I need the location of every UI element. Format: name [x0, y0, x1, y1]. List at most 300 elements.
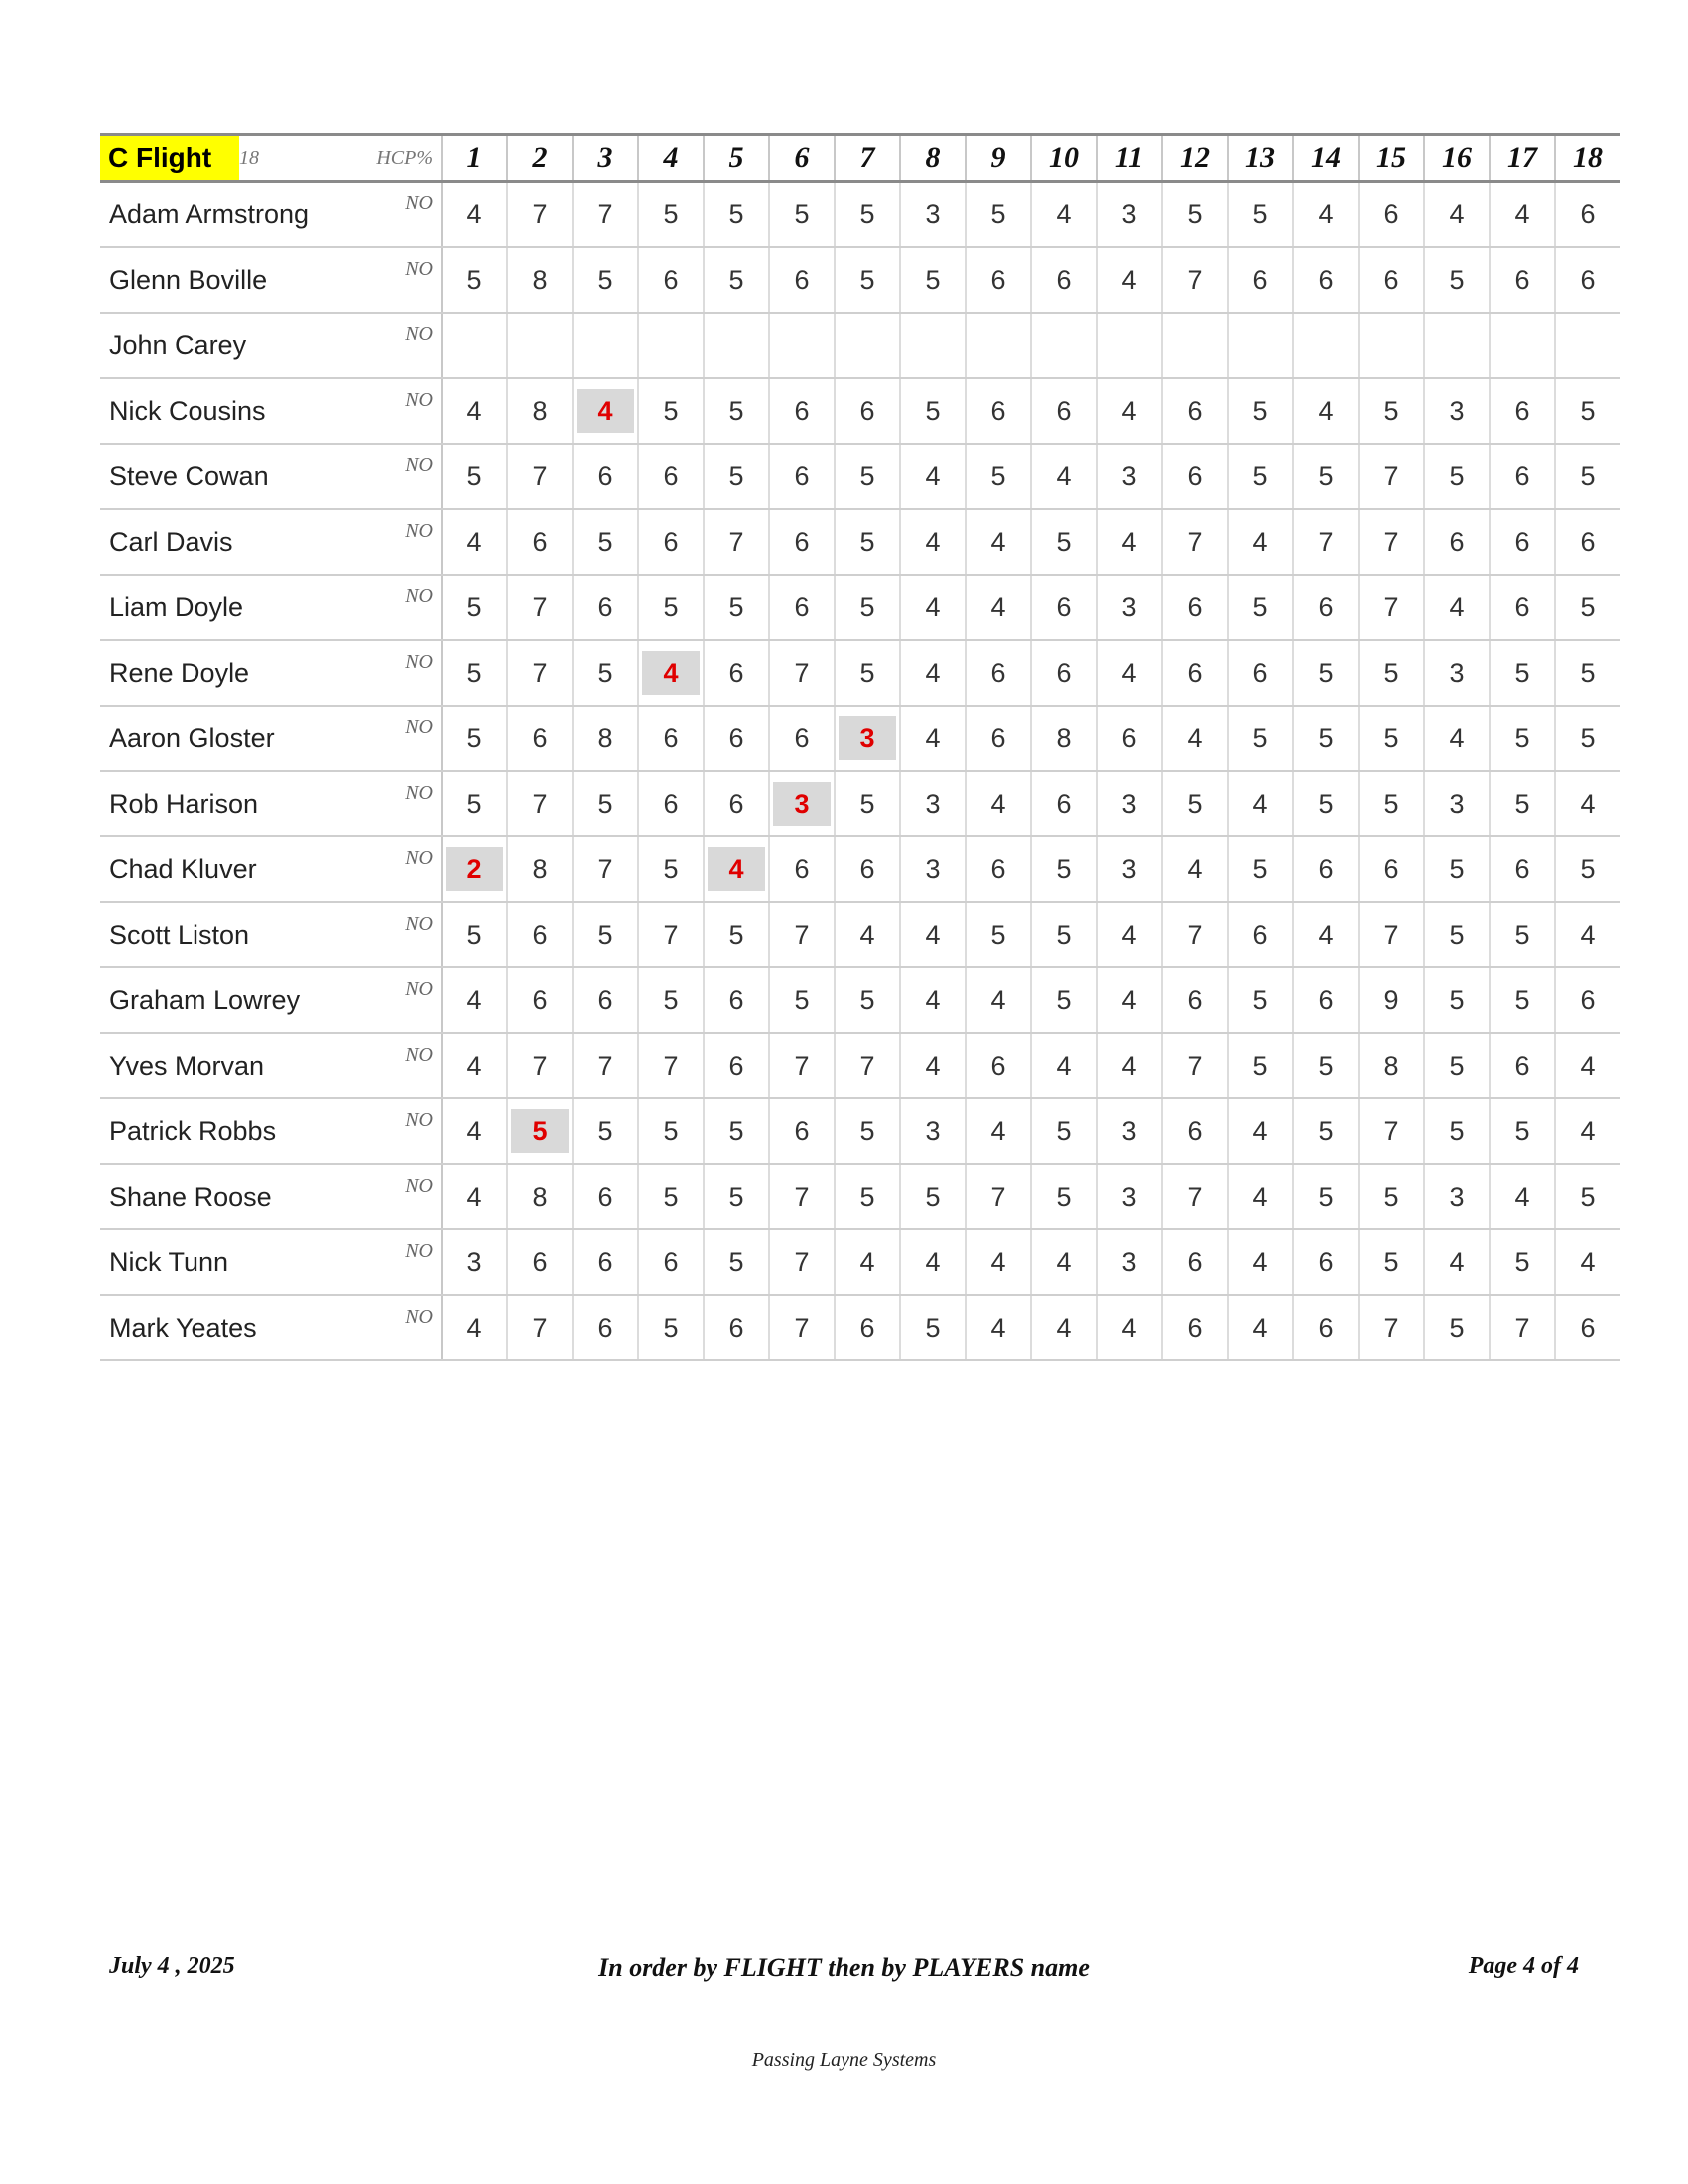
score-cell: 4: [1555, 1229, 1620, 1295]
score-cell: 5: [442, 902, 507, 967]
score-cell: 7: [638, 1033, 704, 1098]
score-cell: 5: [1293, 640, 1359, 706]
score-cell: 6: [704, 967, 769, 1033]
score-cell: 4: [1555, 1098, 1620, 1164]
score-cell: 6: [1293, 1295, 1359, 1360]
score-cell: 4: [966, 967, 1031, 1033]
footer-page-number: Page 4 of 4: [1468, 1953, 1579, 1979]
score-cell: 5: [835, 640, 900, 706]
player-name: Steve Cowan: [100, 444, 319, 509]
score-cell: 7: [769, 1229, 835, 1295]
score-cell: 7: [704, 509, 769, 575]
score-cell: 7: [1162, 509, 1228, 575]
score-cell: 4: [1424, 706, 1490, 771]
score-cell: 5: [704, 247, 769, 313]
score-cell: 5: [1228, 836, 1293, 902]
score-cell: 7: [1359, 1098, 1424, 1164]
score-cell: 6: [704, 1295, 769, 1360]
player-name: Glenn Boville: [100, 247, 319, 313]
score-cell: 5: [1359, 640, 1424, 706]
table-row: [100, 182, 1620, 248]
score-cell: 7: [966, 1164, 1031, 1229]
hole-header: 7: [835, 135, 900, 182]
score-cell: 4: [1097, 640, 1162, 706]
footer-company: Passing Layne Systems: [751, 2049, 937, 2071]
score-cell: 4: [1162, 706, 1228, 771]
score-cell: 5: [704, 1098, 769, 1164]
score-cell: 5: [1228, 378, 1293, 444]
score-cell: 4: [442, 378, 507, 444]
score-cell: 4: [900, 967, 966, 1033]
score-cell: 4: [900, 509, 966, 575]
score-cell: 6: [1555, 182, 1620, 248]
header-row: [100, 135, 1620, 182]
score-cell: 5: [1359, 771, 1424, 836]
score-cell: 7: [573, 836, 638, 902]
score-cell: 5: [638, 836, 704, 902]
score-cell: 5: [1359, 1164, 1424, 1229]
score-cell: 5: [1162, 771, 1228, 836]
score-cell: 5: [1228, 575, 1293, 640]
score-cell: 7: [507, 640, 573, 706]
score-cell: 5: [1293, 1033, 1359, 1098]
hole-header: 17: [1490, 135, 1555, 182]
score-cell: 5: [1359, 706, 1424, 771]
score-cell: [704, 313, 769, 378]
score-cell: 6: [966, 640, 1031, 706]
hcp-value: 18: [239, 135, 319, 182]
score-cell: 5: [1359, 1229, 1424, 1295]
score-cell: 6: [638, 247, 704, 313]
score-cell: 8: [1359, 1033, 1424, 1098]
score-cell: 8: [507, 378, 573, 444]
score-cell: [638, 313, 704, 378]
score-cell: 5: [1228, 1033, 1293, 1098]
score-cell: 6: [1031, 771, 1097, 836]
score-cell: 6: [1162, 575, 1228, 640]
score-cell: 6: [966, 247, 1031, 313]
score-cell: 5: [1424, 247, 1490, 313]
score-cell: 8: [507, 1164, 573, 1229]
highlighted-score-cell: [835, 706, 900, 771]
score-cell: 4: [442, 1033, 507, 1098]
player-hcp: NO: [319, 182, 442, 248]
player-name: Graham Lowrey: [100, 967, 319, 1033]
score-cell: 6: [769, 444, 835, 509]
score-cell: 7: [507, 575, 573, 640]
score-cell: [966, 313, 1031, 378]
score-cell: [1162, 313, 1228, 378]
score-cell: 3: [442, 1229, 507, 1295]
score-cell: 5: [1031, 509, 1097, 575]
score-cell: 7: [573, 182, 638, 248]
score-cell: 6: [638, 771, 704, 836]
score-cell: 7: [507, 182, 573, 248]
table-row: [100, 313, 1620, 378]
score-cell: 5: [1555, 444, 1620, 509]
score-cell: 5: [1031, 1164, 1097, 1229]
score-cell: 6: [1490, 247, 1555, 313]
table-row: [100, 640, 1620, 706]
score-cell: 6: [966, 836, 1031, 902]
score-cell: 4: [1555, 1033, 1620, 1098]
score-cell: 5: [1293, 771, 1359, 836]
score-cell: 7: [1359, 902, 1424, 967]
score-cell: 5: [835, 1098, 900, 1164]
score-cell: 7: [769, 902, 835, 967]
score-cell: 6: [1359, 836, 1424, 902]
player-name: Carl Davis: [100, 509, 319, 575]
score-table: [100, 133, 1620, 1361]
score-cell: 6: [1490, 509, 1555, 575]
score-cell: 8: [507, 247, 573, 313]
score-cell: 5: [835, 771, 900, 836]
score-cell: 3: [1097, 1098, 1162, 1164]
score-cell: 6: [966, 1033, 1031, 1098]
table-row: [100, 444, 1620, 509]
highlighted-score-cell: [573, 378, 638, 444]
score-cell: 6: [835, 378, 900, 444]
score-cell: 3: [1097, 1164, 1162, 1229]
score-cell: 5: [704, 902, 769, 967]
player-name: Liam Doyle: [100, 575, 319, 640]
hole-header: 6: [769, 135, 835, 182]
score-cell: 5: [835, 575, 900, 640]
score-cell: [573, 313, 638, 378]
player-name: Aaron Gloster: [100, 706, 319, 771]
score-cell: 4: [900, 706, 966, 771]
score-cell: 6: [1293, 575, 1359, 640]
score-cell: 6: [769, 247, 835, 313]
score-cell: 4: [1555, 902, 1620, 967]
score-cell: 4: [1228, 1164, 1293, 1229]
score-cell: 4: [1162, 836, 1228, 902]
score-cell: 6: [1031, 575, 1097, 640]
table-row: [100, 575, 1620, 640]
score-cell: 4: [900, 444, 966, 509]
player-name: Chad Kluver: [100, 836, 319, 902]
score-cell: 6: [1031, 378, 1097, 444]
score-cell: 5: [900, 1164, 966, 1229]
hole-header: 11: [1097, 135, 1162, 182]
score-cell: 5: [1293, 1164, 1359, 1229]
score-cell: 6: [1555, 247, 1620, 313]
score-cell: 7: [1162, 1164, 1228, 1229]
score-cell: 4: [1424, 182, 1490, 248]
score-cell: 4: [442, 182, 507, 248]
score-cell: 5: [900, 1295, 966, 1360]
score-cell: 5: [835, 1164, 900, 1229]
score-cell: 6: [1031, 640, 1097, 706]
player-name: Shane Roose: [100, 1164, 319, 1229]
hcp-label: HCP%: [319, 135, 442, 182]
score-cell: 5: [573, 640, 638, 706]
score-cell: 5: [1424, 444, 1490, 509]
score-cell: 5: [835, 247, 900, 313]
score-cell: 7: [835, 1033, 900, 1098]
score-cell: 6: [1228, 247, 1293, 313]
table-row: [100, 706, 1620, 771]
score-cell: 7: [638, 902, 704, 967]
score-cell: 4: [1293, 902, 1359, 967]
score-cell: 4: [1031, 182, 1097, 248]
score-cell: 6: [573, 444, 638, 509]
player-name: Nick Cousins: [100, 378, 319, 444]
score-cell: 6: [573, 1229, 638, 1295]
score-cell: 4: [1490, 1164, 1555, 1229]
hole-header: 14: [1293, 135, 1359, 182]
score-cell: 5: [573, 902, 638, 967]
hole-header: 10: [1031, 135, 1097, 182]
score-cell: 7: [1359, 444, 1424, 509]
score-cell: 5: [1031, 902, 1097, 967]
score-cell: 6: [507, 902, 573, 967]
score-cell: 5: [573, 771, 638, 836]
score-cell: 4: [1097, 967, 1162, 1033]
hole-header: 4: [638, 135, 704, 182]
score-cell: 6: [1162, 444, 1228, 509]
score-cell: [1490, 313, 1555, 378]
score-cell: 4: [966, 509, 1031, 575]
hole-header: 15: [1359, 135, 1424, 182]
score-cell: 3: [900, 182, 966, 248]
score-body: [100, 182, 1620, 1361]
score-cell: 5: [573, 509, 638, 575]
score-cell: 7: [573, 1033, 638, 1098]
score-cell: 4: [1097, 378, 1162, 444]
hole-header: 16: [1424, 135, 1490, 182]
score-cell: 6: [1359, 247, 1424, 313]
footer-order-note: In order by FLIGHT then by PLAYERS name: [598, 1953, 1090, 1982]
score-cell: 4: [442, 1098, 507, 1164]
score-cell: 5: [900, 378, 966, 444]
score-cell: 6: [835, 836, 900, 902]
score-cell: 8: [1031, 706, 1097, 771]
score-cell: 3: [1097, 444, 1162, 509]
score-cell: 5: [1228, 182, 1293, 248]
hole-header: 18: [1555, 135, 1620, 182]
score-cell: 4: [442, 1164, 507, 1229]
score-cell: 5: [1555, 640, 1620, 706]
player-name: Mark Yeates: [100, 1295, 319, 1360]
player-name: Scott Liston: [100, 902, 319, 967]
score-cell: 6: [573, 1164, 638, 1229]
score-cell: 6: [1097, 706, 1162, 771]
score-cell: 5: [1228, 967, 1293, 1033]
score-cell: 3: [1424, 771, 1490, 836]
score-cell: 7: [1162, 1033, 1228, 1098]
score-cell: 6: [1228, 640, 1293, 706]
highlighted-score: 2: [446, 847, 503, 891]
score-cell: 5: [1424, 1098, 1490, 1164]
score-cell: 6: [1555, 967, 1620, 1033]
score-cell: 3: [1097, 771, 1162, 836]
score-cell: 6: [835, 1295, 900, 1360]
score-cell: 5: [704, 1164, 769, 1229]
score-cell: 4: [1097, 902, 1162, 967]
score-cell: 5: [900, 247, 966, 313]
score-cell: 4: [442, 967, 507, 1033]
score-cell: 5: [1490, 771, 1555, 836]
score-cell: 5: [1293, 1098, 1359, 1164]
score-cell: 3: [1424, 378, 1490, 444]
score-cell: 3: [900, 1098, 966, 1164]
score-cell: 5: [835, 967, 900, 1033]
table-row: [100, 771, 1620, 836]
score-cell: 6: [1555, 509, 1620, 575]
score-cell: 6: [507, 1229, 573, 1295]
table-row: [100, 836, 1620, 902]
score-cell: 5: [1228, 444, 1293, 509]
table-row: [100, 509, 1620, 575]
score-cell: 7: [507, 444, 573, 509]
score-cell: 4: [1228, 771, 1293, 836]
highlighted-score: 4: [577, 389, 634, 433]
highlighted-score: 4: [642, 651, 700, 695]
player-name: John Carey: [100, 313, 319, 378]
score-cell: 4: [1424, 575, 1490, 640]
score-cell: 5: [638, 1164, 704, 1229]
player-hcp: NO: [319, 771, 442, 836]
score-cell: 5: [442, 444, 507, 509]
score-cell: 5: [442, 640, 507, 706]
player-hcp: NO: [319, 1164, 442, 1229]
score-cell: 5: [1424, 1295, 1490, 1360]
hole-header: 5: [704, 135, 769, 182]
score-cell: 7: [1162, 902, 1228, 967]
score-cell: 7: [769, 1295, 835, 1360]
score-cell: 5: [1031, 836, 1097, 902]
score-cell: 5: [1490, 640, 1555, 706]
score-cell: 6: [1490, 378, 1555, 444]
score-cell: 3: [1097, 1229, 1162, 1295]
score-cell: 6: [1490, 575, 1555, 640]
highlighted-score: 4: [708, 847, 765, 891]
score-cell: [1359, 313, 1424, 378]
highlighted-score-cell: [769, 771, 835, 836]
score-cell: 4: [900, 575, 966, 640]
score-cell: 3: [1097, 182, 1162, 248]
player-hcp: NO: [319, 247, 442, 313]
player-hcp: NO: [319, 378, 442, 444]
score-cell: 6: [1490, 444, 1555, 509]
score-cell: 4: [1031, 1229, 1097, 1295]
score-cell: 6: [1162, 1295, 1228, 1360]
score-cell: [507, 313, 573, 378]
score-cell: 7: [1162, 247, 1228, 313]
score-cell: 6: [769, 378, 835, 444]
player-hcp: NO: [319, 1229, 442, 1295]
table-row: [100, 967, 1620, 1033]
hole-header: 3: [573, 135, 638, 182]
score-cell: 6: [1162, 967, 1228, 1033]
score-cell: 5: [442, 575, 507, 640]
score-cell: 5: [769, 182, 835, 248]
score-cell: 5: [1424, 836, 1490, 902]
score-cell: 5: [1490, 1229, 1555, 1295]
score-cell: 5: [1490, 706, 1555, 771]
score-cell: 6: [966, 378, 1031, 444]
score-cell: 5: [1031, 1098, 1097, 1164]
score-cell: 4: [1555, 771, 1620, 836]
score-cell: 6: [704, 706, 769, 771]
score-cell: 7: [1359, 1295, 1424, 1360]
highlighted-score: 5: [511, 1109, 569, 1153]
hole-header: 1: [442, 135, 507, 182]
score-cell: 4: [442, 509, 507, 575]
highlighted-score-cell: [507, 1098, 573, 1164]
score-cell: 6: [1293, 247, 1359, 313]
score-cell: 6: [1162, 378, 1228, 444]
score-cell: 6: [769, 575, 835, 640]
table-row: [100, 1164, 1620, 1229]
player-hcp: NO: [319, 967, 442, 1033]
score-cell: 5: [1228, 706, 1293, 771]
score-cell: 3: [1424, 1164, 1490, 1229]
score-cell: 4: [1293, 182, 1359, 248]
score-cell: [1097, 313, 1162, 378]
score-cell: 5: [704, 575, 769, 640]
score-cell: 5: [442, 706, 507, 771]
score-cell: 4: [1097, 509, 1162, 575]
score-cell: 4: [1097, 1295, 1162, 1360]
score-cell: 6: [638, 509, 704, 575]
score-cell: 5: [966, 182, 1031, 248]
player-hcp: NO: [319, 836, 442, 902]
score-cell: 7: [769, 1033, 835, 1098]
score-cell: 6: [704, 1033, 769, 1098]
highlighted-score: 3: [773, 782, 831, 826]
score-cell: 4: [966, 1295, 1031, 1360]
score-cell: 3: [1424, 640, 1490, 706]
player-hcp: NO: [319, 1033, 442, 1098]
score-cell: 4: [835, 902, 900, 967]
score-cell: 4: [835, 1229, 900, 1295]
score-cell: 5: [1359, 378, 1424, 444]
table-row: [100, 1229, 1620, 1295]
score-cell: 4: [1097, 247, 1162, 313]
player-name: Adam Armstrong: [100, 182, 319, 248]
score-cell: 4: [1031, 1033, 1097, 1098]
score-cell: 6: [573, 1295, 638, 1360]
score-cell: 6: [769, 509, 835, 575]
score-cell: 5: [1490, 1098, 1555, 1164]
player-name: Rene Doyle: [100, 640, 319, 706]
score-cell: 6: [1293, 836, 1359, 902]
score-cell: 6: [1359, 182, 1424, 248]
score-cell: 5: [1162, 182, 1228, 248]
score-cell: 4: [966, 575, 1031, 640]
player-name: Yves Morvan: [100, 1033, 319, 1098]
score-cell: [1424, 313, 1490, 378]
score-cell: [1031, 313, 1097, 378]
score-cell: 6: [507, 706, 573, 771]
flight-label-text: C Flight: [108, 142, 212, 173]
score-cell: [1293, 313, 1359, 378]
score-cell: 6: [638, 1229, 704, 1295]
score-cell: 5: [638, 1295, 704, 1360]
score-cell: 8: [573, 706, 638, 771]
player-hcp: NO: [319, 640, 442, 706]
score-cell: 4: [1228, 509, 1293, 575]
score-cell: 7: [1359, 509, 1424, 575]
score-cell: 6: [638, 444, 704, 509]
score-cell: 4: [1293, 378, 1359, 444]
table-row: [100, 1098, 1620, 1164]
table-row: [100, 378, 1620, 444]
score-cell: 3: [1097, 575, 1162, 640]
highlighted-score-cell: [442, 836, 507, 902]
